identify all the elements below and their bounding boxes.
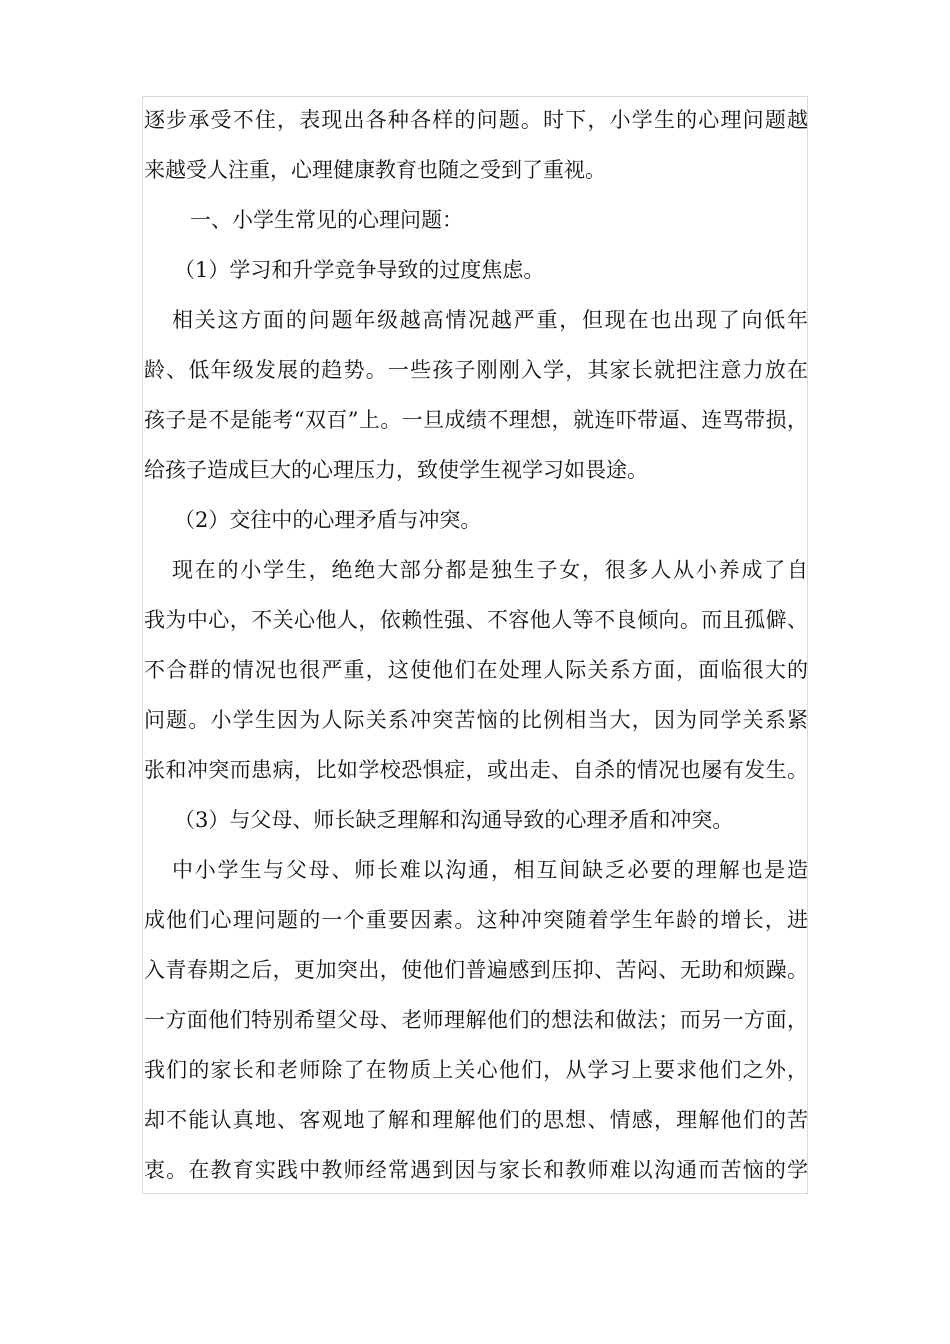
paragraph-line: 给孩子造成巨大的心理压力，致使学生视学习如畏途。 xyxy=(144,458,648,482)
paragraph-line: 问题。小学生因为人际关系冲突苦恼的比例相当大，因为同学关系紧 xyxy=(144,708,808,732)
paragraph-line: 我们的家长和老师除了在物质上关心他们，从学习上要求他们之外， xyxy=(144,1058,808,1082)
paragraph-line: 现在的小学生，绝绝大部分都是独生子女，很多人从小养成了自 xyxy=(172,558,808,582)
paragraph-line: 成他们心理问题的一个重要因素。这种冲突随着学生年龄的增长，进 xyxy=(144,908,808,932)
paragraph-line: 中小学生与父母、师长难以沟通，相互间缺乏必要的理解也是造 xyxy=(172,858,808,882)
paragraph-line: 逐步承受不住，表现出各种各样的问题。时下，小学生的心理问题越 xyxy=(144,108,808,132)
subheading: （3）与父母、师长缺乏理解和沟通导致的心理矛盾和冲突。 xyxy=(174,808,734,832)
paragraph-line: 却不能认真地、客观地了解和理解他们的思想、情感，理解他们的苦 xyxy=(144,1108,808,1132)
subheading: （2）交往中的心理矛盾与冲突。 xyxy=(174,508,482,532)
paragraph-line: 一方面他们特别希望父母、老师理解他们的想法和做法；而另一方面， xyxy=(144,1008,808,1032)
paragraph-line: 不合群的情况也很严重，这使他们在处理人际关系方面，面临很大的 xyxy=(144,658,808,682)
subheading: （1）学习和升学竞争导致的过度焦虑。 xyxy=(174,258,545,282)
paragraph-line: 入青春期之后，更加突出，使他们普遍感到压抑、苦闷、无助和烦躁。 xyxy=(144,958,808,982)
paragraph-line: 张和冲突而患病，比如学校恐惧症，或出走、自杀的情况也屡有发生。 xyxy=(144,758,808,782)
paragraph-line: 孩子是不是能考“双百”上。一旦成绩不理想，就连吓带逼、连骂带损， xyxy=(144,408,808,432)
paragraph-line: 衷。在教育实践中教师经常遇到因与家长和教师难以沟通而苦恼的学 xyxy=(144,1158,808,1182)
paragraph-line: 来越受人注重，心理健康教育也随之受到了重视。 xyxy=(144,158,606,182)
paragraph-line: 我为中心，不关心他人，依赖性强、不容他人等不良倾向。而且孤僻、 xyxy=(144,608,808,632)
section-heading: 一、小学生常见的心理问题： xyxy=(190,208,463,232)
paragraph-line: 相关这方面的问题年级越高情况越严重，但现在也出现了向低年 xyxy=(172,308,808,332)
paragraph-line: 龄、低年级发展的趋势。一些孩子刚刚入学，其家长就把注意力放在 xyxy=(144,358,808,382)
